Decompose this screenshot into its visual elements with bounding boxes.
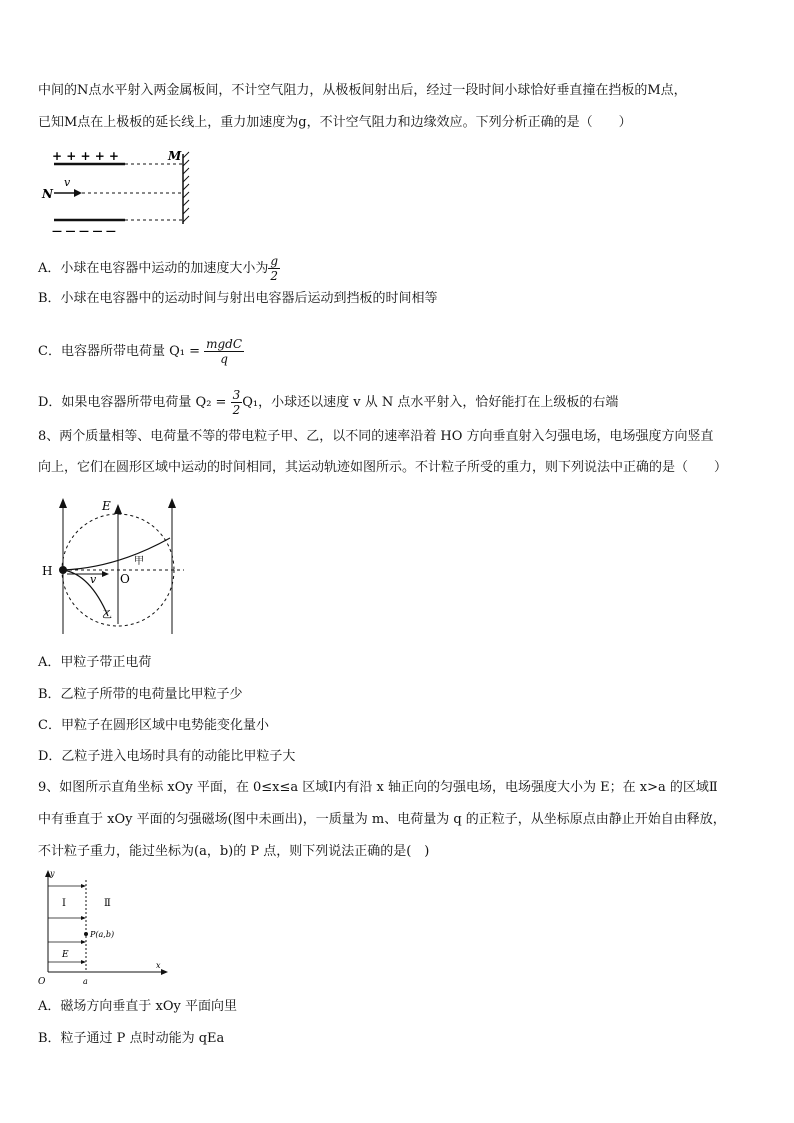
- q7-option-d-fraction: $\frac{3}{2}$: [232, 388, 241, 417]
- q8-label-yi: 乙: [102, 610, 112, 621]
- q9-label-a: a: [83, 977, 88, 986]
- q9-label-region-II: Ⅱ: [104, 898, 111, 909]
- q7-label-v: v: [64, 176, 71, 189]
- q9-stem-line2: 中有垂直于 xOy 平面的匀强磁场(图中未画出)，一质量为 m、电荷量为 q 的正粒子，从坐标原点由静止开始自由释放，: [38, 812, 726, 827]
- q8-label-v: v: [90, 573, 97, 586]
- q7-option-d: D．如果电容器所带电荷量 Q₂ = $\frac{3}{2}$ Q₁，小球还以速度 v 从 N 点水平射入，恰好能打在上级板的右端: [38, 388, 619, 417]
- q7-option-c: C．电容器所带电荷量 Q₁ = $\frac{\text{mgdC}}{q}$: [38, 337, 243, 366]
- q8-option-b: B．乙粒子所带的电荷量比甲粒子少: [38, 687, 243, 702]
- q8-option-d: D．乙粒子进入电场时具有的动能比甲粒子大: [38, 749, 296, 764]
- q9-stem-line1: 9、如图所示直角坐标 xOy 平面，在 0≤x≤a 区域Ⅰ内有沿 x 轴正向的匀强电场，电场强度大小为 E；在 x>a 的区域Ⅱ: [38, 780, 718, 795]
- q9-label-x: x: [156, 961, 161, 970]
- q9-label-O: O: [38, 977, 46, 987]
- q8-label-O: O: [120, 572, 130, 586]
- q7-option-a: A．小球在电容器中运动的加速度大小为 $\frac{g}{2}$: [38, 254, 279, 283]
- q9-label-P: P(a,b): [90, 930, 115, 939]
- q9-label-region-I: Ⅰ: [62, 898, 66, 909]
- q8-label-E: E: [102, 499, 111, 513]
- q8-stem-line1: 8、两个质量相等、电荷量不等的带电粒子甲、乙，以不同的速率沿着 HO 方向垂直射入匀强电场，电场强度方向竖直: [38, 429, 714, 444]
- q9-option-b: B．粒子通过 P 点时动能为 qEa: [38, 1031, 225, 1046]
- q8-circle-field-figure: [36, 494, 186, 636]
- q9-label-E: E: [62, 950, 69, 960]
- q9-stem-line3: 不计粒子重力，能过坐标为(a，b)的 P 点，则下列说法正确的是( ): [38, 844, 430, 859]
- q8-label-jia: 甲: [134, 556, 144, 567]
- q8-label-H: H: [42, 564, 53, 578]
- q9-option-a: A．磁场方向垂直于 xOy 平面向里: [38, 999, 237, 1014]
- q7-option-a-fraction: $\frac{g}{2}$: [270, 254, 279, 283]
- q8-stem-line2: 向上，它们在圆形区域中运动的时间相同，其运动轨迹如图所示。不计粒子所受的重力，则下列说法中正确的是（ ）: [38, 460, 728, 475]
- q8-option-a: A．甲粒子带正电荷: [38, 655, 152, 670]
- q7-stem-line2: 已知M点在上极板的延长线上，重力加速度为g，不计空气阻力和边缘效应。下列分析正确的是（ ）: [38, 115, 632, 130]
- q8-option-c: C．甲粒子在圆形区域中电势能变化量小: [38, 718, 269, 733]
- q7-minus-signs: — — — — —: [52, 226, 116, 237]
- q9-coordinate-figure: [36, 868, 176, 990]
- q7-capacitor-figure: [40, 146, 200, 238]
- q9-label-y: y: [50, 869, 55, 878]
- q7-stem-line1: 中间的N点水平射入两金属板间，不计空气阻力，从极板间射出后，经过一段时间小球恰好垂直撞在挡板的M点，: [38, 83, 687, 98]
- q7-option-b: B．小球在电容器中的运动时间与射出电容器后运动到挡板的时间相等: [38, 291, 438, 306]
- q7-plus-signs: + + + + +: [52, 149, 119, 163]
- q7-option-c-fraction: $\frac{\text{mgdC}}{q}$: [206, 337, 243, 366]
- q7-label-N: N: [42, 187, 53, 201]
- q7-label-M: M: [168, 149, 182, 163]
